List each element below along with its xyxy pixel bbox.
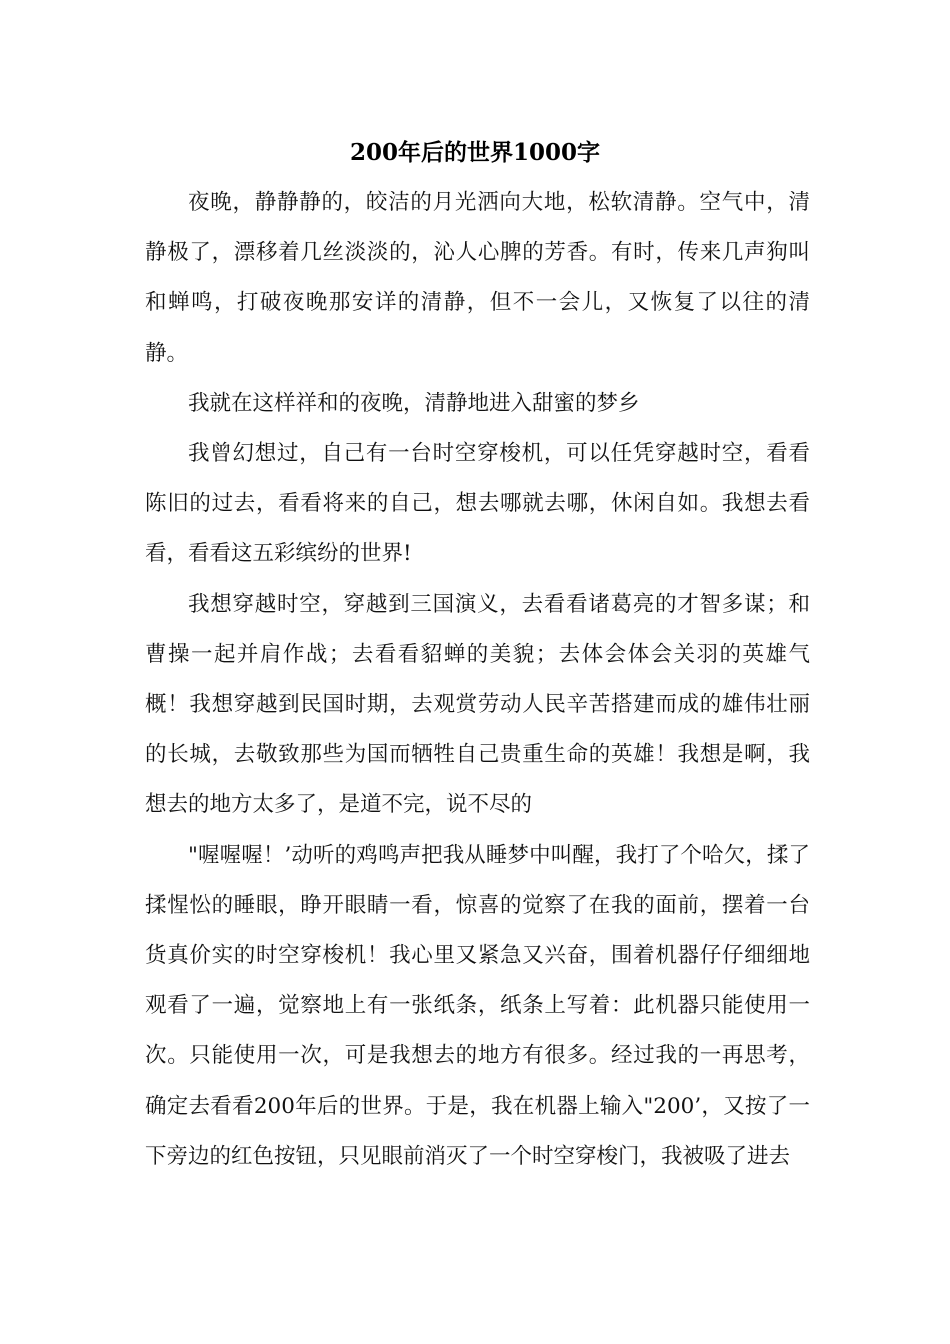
paragraph-3: 我曾幻想过，自己有一台时空穿梭机，可以任凭穿越时空，看看陈旧的过去，看看将来的自己，想去哪就去哪，休闲自如。我想去看看，看看这五彩缤纷的世界! [145,441,810,567]
paragraph-4: 我想穿越时空，穿越到三国演义，去看看诸葛亮的才智多谋；和曹操一起并肩作战；去看看貂蝉的美貌；去体会体会关羽的英雄气概！我想穿越到民国时期，去观赏劳动人民辛苦搭建而成的雄伟壮丽的长城，去敬致那些为国而牺牲自己贵重生命的英雄！我想是啊，我想去的地方太多了，是道不完，说不尽的 [145,591,810,818]
paragraph-1: 夜晚，静静静的，皎洁的月光洒向大地，松软清静。空气中，清静极了，漂移着几丝淡淡的，沁人心脾的芳香。有时，传来几声狗叫和蝉鸣，打破夜晚那安详的清静，但不一会儿，又恢复了以往的清静。 [145,190,810,366]
paragraph-5: "喔喔喔！’动听的鸡鸣声把我从睡梦中叫醒，我打了个哈欠，揉了揉惺忪的睡眼，睁开眼睛一看，惊喜的觉察了在我的面前，摆着一台货真价实的时空穿梭机！我心里又紧急又兴奋，围着机器仔仔细细地观看了一遍，觉察地上有一张纸条，纸条上写着：此机器只能使用一次。只能使用一次，可是我想去的地方有很多。经过我的一再思考，确定去看看200年后的世界。于是，我在机器上输入"200’，又按了一下旁边的红色按钮，只见眼前消灭了一个时空穿梭门，我被吸了进去 [145,842,810,1169]
paragraph-2: 我就在这样祥和的夜晚，清静地进入甜蜜的梦乡 [188,390,640,416]
document-title: 200年后的世界1000字 [349,139,601,166]
document-body [145,178,810,1182]
